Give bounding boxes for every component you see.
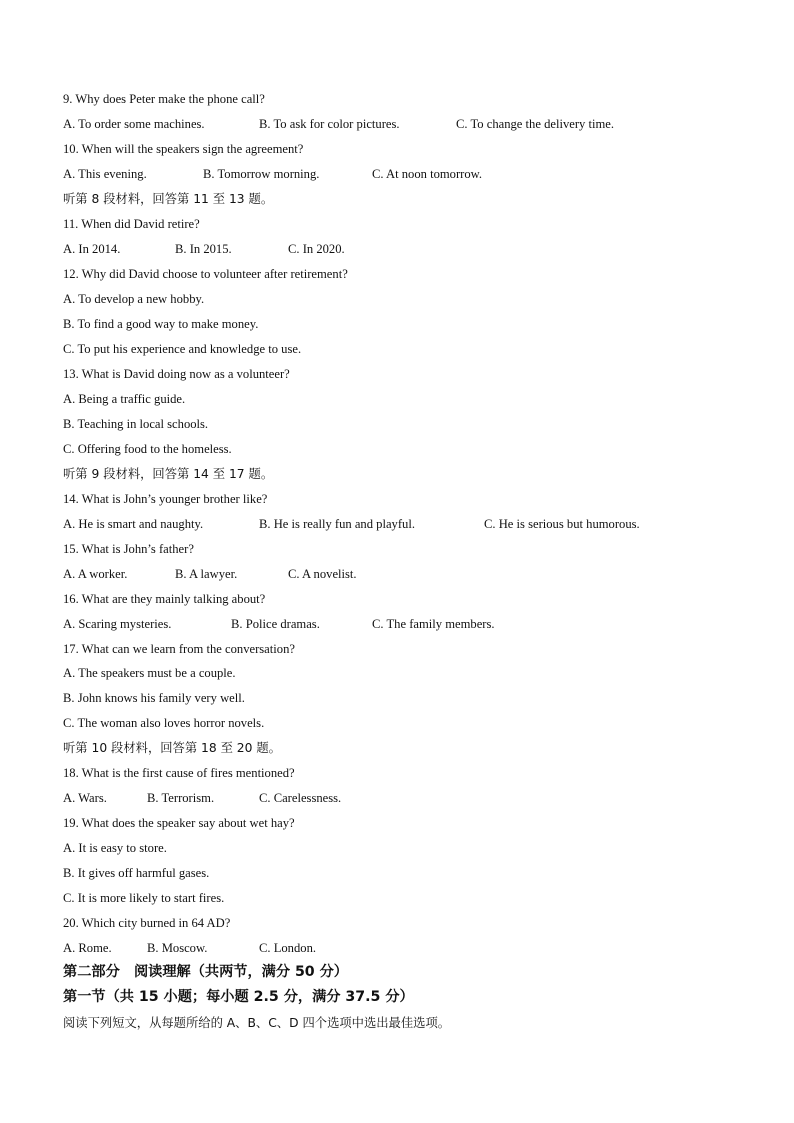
question-18: 18. What is the first cause of fires mentioned?: [63, 766, 295, 780]
options-11: [63, 241, 743, 257]
option-b: B. Moscow.: [147, 941, 208, 955]
part-2-heading: 第二部分 阅读理解（共两节，满分 50 分）: [63, 964, 348, 980]
question-16: 16. What are they mainly talking about?: [63, 592, 266, 606]
option-b: B. John knows his family very well.: [63, 691, 245, 705]
question-11: 11. When did David retire?: [63, 217, 200, 231]
question-19: 19. What does the speaker say about wet hay?: [63, 816, 295, 830]
option-c: C. A novelist.: [288, 567, 357, 581]
question-9: 9. Why does Peter make the phone call?: [63, 92, 265, 106]
section-9-heading: 听第 9 段材料，回答第 14 至 17 题。: [63, 467, 274, 481]
option-b: B. To ask for color pictures.: [259, 117, 400, 131]
option-a: A. A worker.: [63, 567, 128, 581]
options-14: [63, 516, 743, 532]
option-a: A. This evening.: [63, 167, 147, 181]
question-10: 10. When will the speakers sign the agreement?: [63, 142, 304, 156]
question-17: 17. What can we learn from the conversation?: [63, 642, 295, 656]
option-c: C. He is serious but humorous.: [484, 517, 640, 531]
section-10-heading: 听第 10 段材料，回答第 18 至 20 题。: [63, 741, 281, 755]
option-c: C. At noon tomorrow.: [372, 167, 483, 181]
option-c: C. The woman also loves horror novels.: [63, 716, 265, 730]
option-c: C. Carelessness.: [259, 791, 342, 805]
option-b: B. Terrorism.: [147, 791, 215, 805]
option-a: A. Scaring mysteries.: [63, 617, 172, 631]
question-12: 12. Why did David choose to volunteer after retirement?: [63, 267, 348, 281]
options-15: [63, 566, 743, 582]
options-18: [63, 790, 743, 806]
option-c: C. Offering food to the homeless.: [63, 442, 232, 456]
option-b: B. In 2015.: [175, 242, 232, 256]
option-b: B. He is really fun and playful.: [259, 517, 415, 531]
option-b: B. A lawyer.: [175, 567, 238, 581]
option-b: B. Teaching in local schools.: [63, 417, 209, 431]
question-20: 20. Which city burned in 64 AD?: [63, 916, 231, 930]
option-a: A. Wars.: [63, 791, 107, 805]
options-10: [63, 166, 743, 182]
option-c: C. To put his experience and knowledge to use.: [63, 342, 302, 356]
option-a: A. Rome.: [63, 941, 112, 955]
option-c: C. It is more likely to start fires.: [63, 891, 225, 905]
option-b: B. To find a good way to make money.: [63, 317, 259, 331]
option-c: C. London.: [259, 941, 317, 955]
section-1-heading: 第一节（共 15 小题；每小题 2.5 分，满分 37.5 分）: [63, 989, 414, 1005]
option-b: B. Police dramas.: [231, 617, 320, 631]
question-15: 15. What is John’s father?: [63, 542, 194, 556]
option-c: C. In 2020.: [288, 242, 345, 256]
option-a: A. Being a traffic guide.: [63, 392, 186, 406]
option-b: B. It gives off harmful gases.: [63, 866, 210, 880]
question-13: 13. What is David doing now as a volunteer?: [63, 367, 290, 381]
option-a: A. He is smart and naughty.: [63, 517, 204, 531]
option-a: A. The speakers must be a couple.: [63, 666, 236, 680]
option-b: B. Tomorrow morning.: [203, 167, 320, 181]
option-c: C. The family members.: [372, 617, 495, 631]
option-a: A. In 2014.: [63, 242, 121, 256]
option-a: A. It is easy to store.: [63, 841, 167, 855]
question-14: 14. What is John’s younger brother like?: [63, 492, 268, 506]
options-20: [63, 940, 743, 956]
options-9: [63, 116, 743, 132]
section-8-heading: 听第 8 段材料，回答第 11 至 13 题。: [63, 192, 274, 206]
option-a: A. To order some machines.: [63, 117, 205, 131]
reading-instruction: 阅读下列短文，从每题所给的 A、B、C、D 四个选项中选出最佳选项。: [63, 1016, 451, 1030]
option-a: A. To develop a new hobby.: [63, 292, 205, 306]
options-16: [63, 616, 743, 632]
option-c: C. To change the delivery time.: [456, 117, 615, 131]
